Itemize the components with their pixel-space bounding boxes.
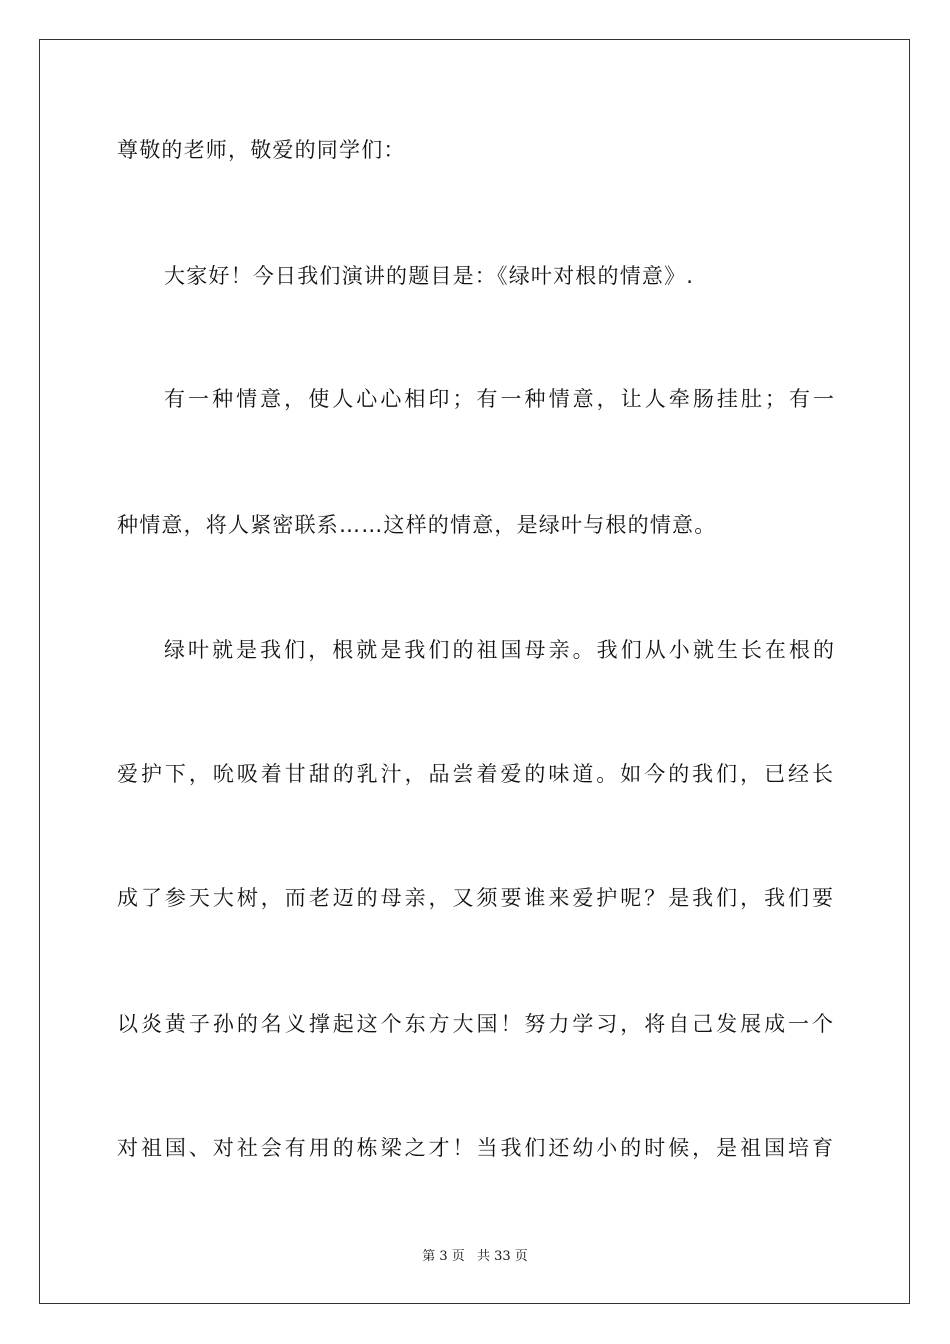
page-footer <box>0 1248 950 1266</box>
paragraph-line: 成了参天大树，而老迈的母亲，又须要谁来爱护呢？是我们，我们要 <box>117 886 833 910</box>
paragraph-line: 爱护下，吮吸着甘甜的乳汁，品尝着爱的味道。如今的我们，已经长 <box>117 762 833 786</box>
page-number: 第 3 页 <box>422 1249 465 1264</box>
page-total: 共 33 页 <box>476 1249 528 1264</box>
paragraph-line: 有一种情意，使人心心相印；有一种情意，让人牵肠挂肚；有一 <box>164 387 834 411</box>
paragraph-line: 对祖国、对社会有用的栋梁之才！当我们还幼小的时候，是祖国培育 <box>117 1136 833 1160</box>
paragraph-line: 大家好！今日我们演讲的题目是：《绿叶对根的情意》. <box>164 264 695 288</box>
salutation-line: 尊敬的老师，敬爱的同学们： <box>117 138 406 162</box>
paragraph-line: 以炎黄子孙的名义撑起这个东方大国！努力学习，将自己发展成一个 <box>117 1012 833 1036</box>
paragraph-line: 绿叶就是我们，根就是我们的祖国母亲。我们从小就生长在根的 <box>164 638 834 662</box>
paragraph-line: 种情意，将人紧密联系……这样的情意，是绿叶与根的情意。 <box>117 513 717 537</box>
page-border <box>39 39 910 1304</box>
